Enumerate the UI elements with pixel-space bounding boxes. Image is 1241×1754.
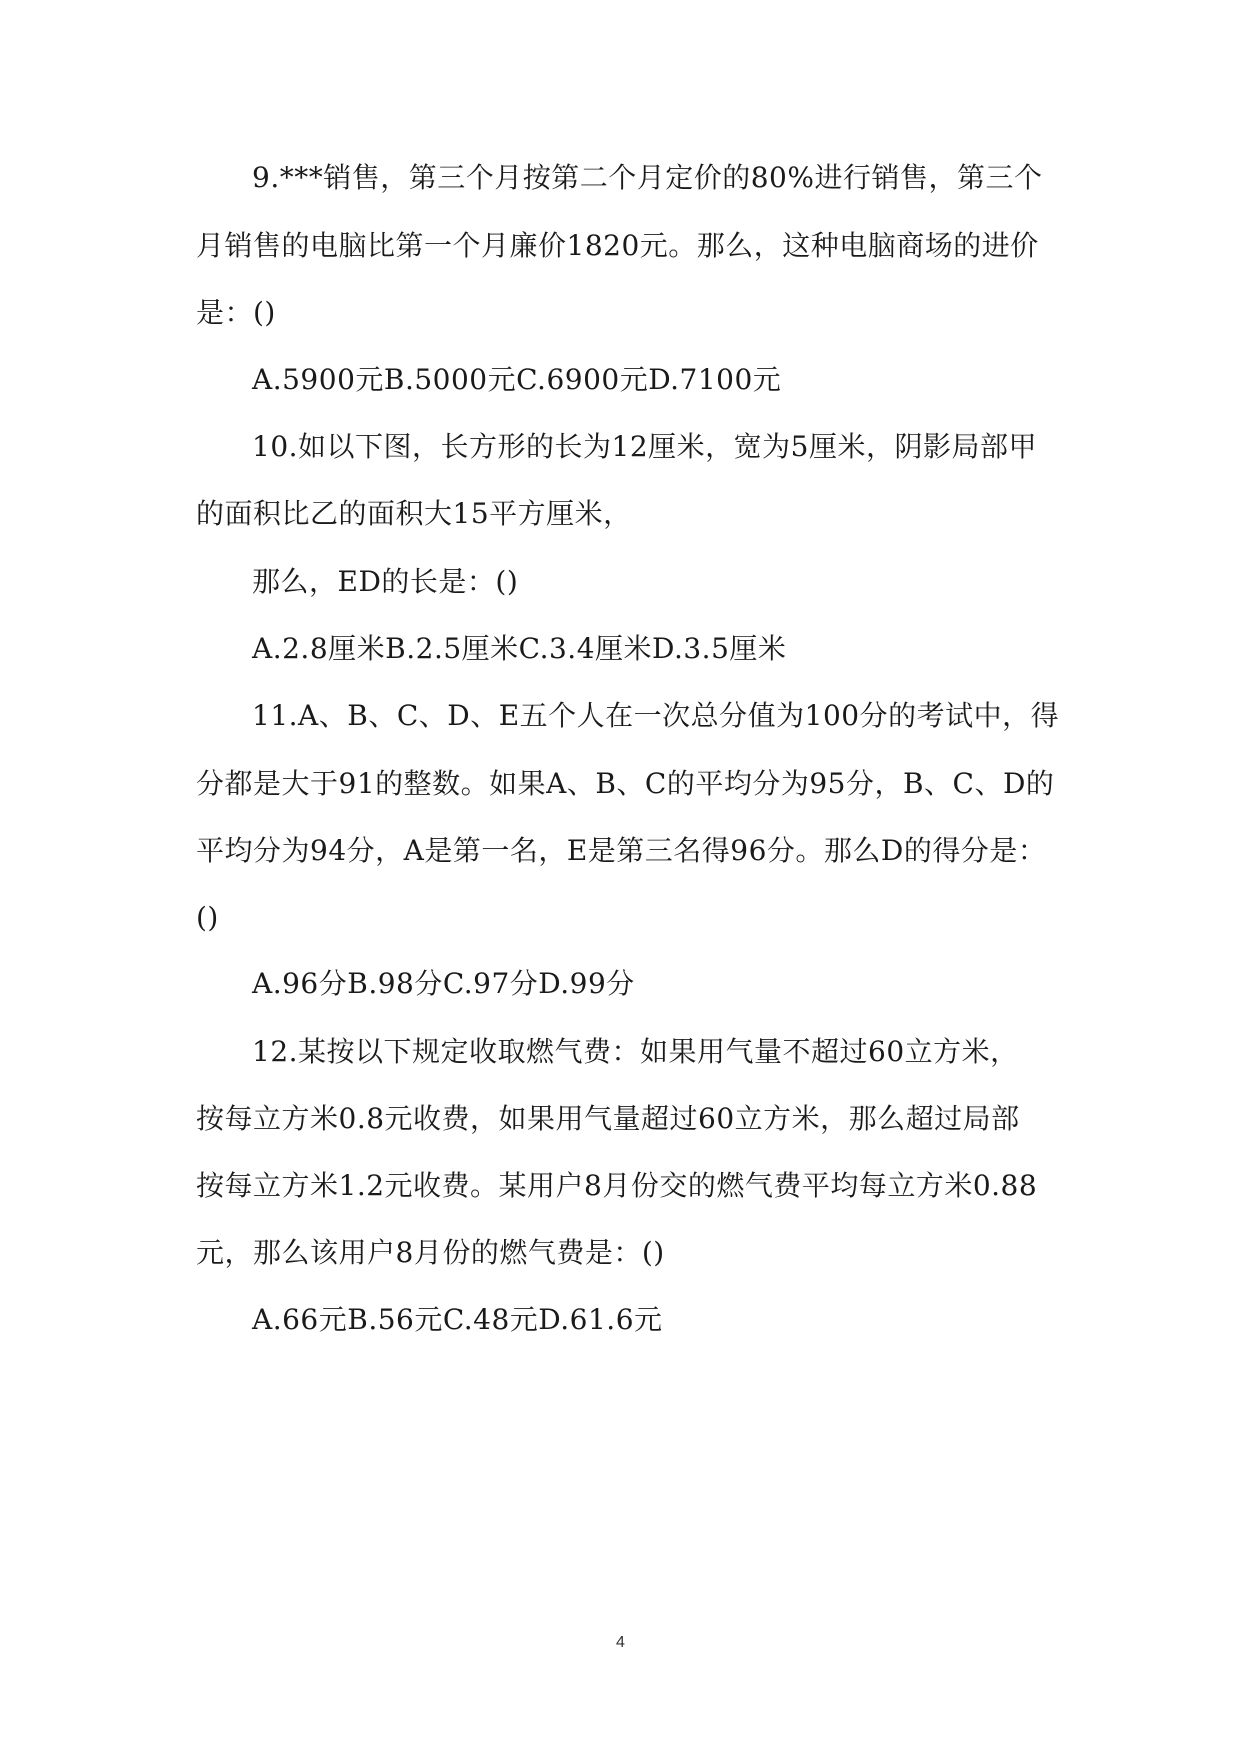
question-10-line-1: 10.如以下图，长方形的长为12厘米，宽为5厘米，阴影局部甲 (252, 430, 1037, 463)
question-12-line-2: 按每立方米0.8元收费，如果用气量超过60立方米，那么超过局部 (196, 1102, 1020, 1135)
question-11-line-2: 分都是大于91的整数。如果A、B、C的平均分为95分，B、C、D的 (196, 767, 1055, 800)
question-9-options: A.5900元B.5000元C.6900元D.7100元 (252, 363, 782, 396)
question-9-line-3: 是：() (196, 296, 276, 329)
question-10-line-2: 的面积比乙的面积大15平方厘米， (196, 497, 632, 530)
page-number: 4 (616, 1634, 625, 1651)
question-10-line-3: 那么，ED的长是：() (252, 565, 519, 598)
question-11-options: A.96分B.98分C.97分D.99分 (252, 967, 635, 1000)
question-9-line-1: 9.***销售，第三个月按第二个月定价的80%进行销售，第三个 (252, 161, 1043, 194)
question-12-line-3: 按每立方米1.2元收费。某用户8月份交的燃气费平均每立方米0.88 (196, 1169, 1038, 1202)
question-12-line-4: 元，那么该用户8月份的燃气费是：() (196, 1236, 665, 1269)
question-11-line-3: 平均分为94分，A是第一名，E是第三名得96分。那么D的得分是： (196, 834, 1047, 867)
question-11-line-1: 11.A、B、C、D、E五个人在一次总分值为100分的考试中，得 (252, 699, 1060, 732)
question-12-line-1: 12.某按以下规定收取燃气费：如果用气量不超过60立方米， (252, 1035, 1019, 1068)
question-11-line-4: () (196, 901, 219, 934)
question-10-options: A.2.8厘米B.2.5厘米C.3.4厘米D.3.5厘米 (252, 632, 787, 665)
question-9-line-2: 月销售的电脑比第一个月廉价1820元。那么，这种电脑商场的进价 (196, 229, 1039, 262)
question-12-options: A.66元B.56元C.48元D.61.6元 (252, 1303, 663, 1336)
